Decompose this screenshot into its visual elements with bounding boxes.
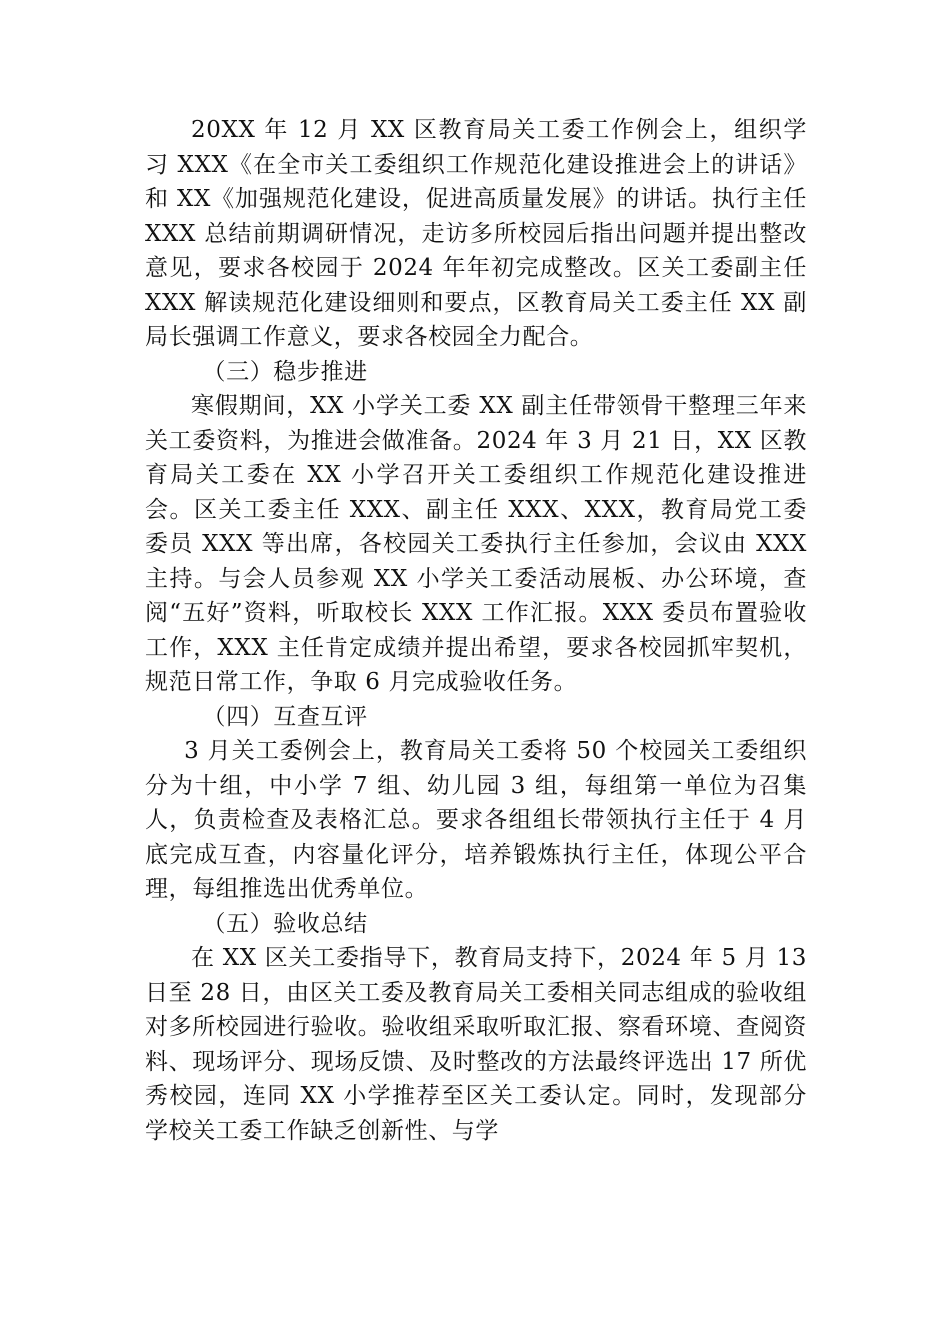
heading-steady-progress: （三）稳步推进: [202, 358, 368, 385]
heading-mutual-review: （四）互查互评: [202, 703, 368, 730]
paragraph-steady-progress: 寒假期间，XX 小学关工委 XX 副主任带领骨干整理三年来关工委资料，为推进会做准备。2024 年 3 月 21 日，XX 区教育局关工委在 XX 小学召开关工委组织工作规范化建设推进会。区关工委主任 XXX、副主任 XXX、XXX，教育局党工委委员 XXX 等出席，各校园关工委执行主任参加，会议由 XXX 主持。与会人员参观 XX 小学关工委活动展板、办公环境，查阅“五好”资料，听取校长 XXX 工作汇报。XXX 委员布置验收工作，XXX 主任肯定成绩并提出希望，要求各校园抓牢契机，规范日常工作，争取 6 月完成验收任务。: [145, 393, 807, 695]
paragraph-mutual-review: 3 月关工委例会上，教育局关工委将 50 个校园关工委组织分为十组，中小学 7 组、幼儿园 3 组，每组第一单位为召集人，负责检查及表格汇总。要求各组组长带领执行主任于 4 月底完成互查，内容量化评分，培养锻炼执行主任，体现公平合理，每组推选出优秀单位。: [145, 738, 807, 902]
document-body: [145, 113, 807, 1148]
paragraph-meeting: 20XX 年 12 月 XX 区教育局关工委工作例会上，组织学习 XXX《在全市关工委组织工作规范化建设推进会上的讲话》和 XX《加强规范化建设，促进高质量发展》的讲话。执行主任 XXX 总结前期调研情况，走访多所校园后指出问题并提出整改意见，要求各校园于 2024 年年初完成整改。区关工委副主任 XXX 解读规范化建设细则和要点，区教育局关工委主任 XX 副局长强调工作意义，要求各校园全力配合。: [145, 117, 807, 350]
heading-acceptance-summary: （五）验收总结: [202, 910, 368, 937]
paragraph-acceptance-summary: 在 XX 区关工委指导下，教育局支持下，2024 年 5 月 13 日至 28 日，由区关工委及教育局关工委相关同志组成的验收组对多所校园进行验收。验收组采取听取汇报、察看环境、查阅资料、现场评分、现场反馈、及时整改的方法最终评选出 17 所优秀校园，连同 XX 小学推荐至区关工委认定。同时，发现部分学校关工委工作缺乏创新性、与学: [145, 945, 807, 1144]
